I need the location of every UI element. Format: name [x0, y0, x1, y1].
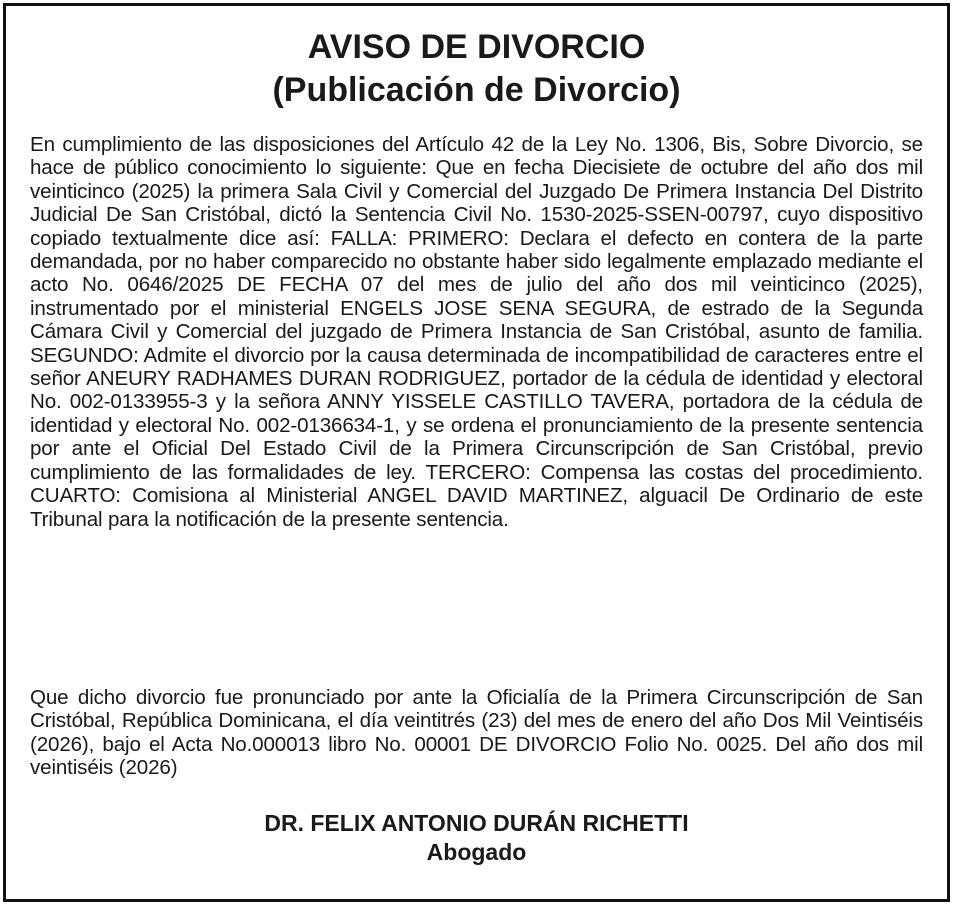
notice-paragraph-pronouncement: Que dicho divorcio fue pronunciado por ante la Oficialía de la Primera Circunscripción de San Cristóbal, República Dominicana, el día veintitrés (23) del mes de enero del año Dos Mil Veintiséis (2026), bajo el Acta No.000013 libro No. 00001 DE DIVORCIO Folio No. 0025. Del año dos mil veintiséis (2026): [30, 686, 923, 780]
notice-subtitle: (Publicación de Divorcio): [272, 71, 681, 109]
notice-paragraph-ruling: En cumplimiento de las disposiciones del Artículo 42 de la Ley No. 1306, Bis, Sobre Divorcio, se hace de público conocimiento lo siguiente: Que en fecha Diecisiete de octubre del año dos mil veinticinco (2025) la primera Sala Civil y Comercial del Juzgado De Primera Instancia Del Distrito Judicial De San Cristóbal, dictó la Sentencia Civil No. 1530-2025-SSEN-00797, cuyo dispositivo copiado textualmente dice así: FALLA: PRIMERO: Declara el defecto en contera de la parte demandada, por no haber comparecido no obstante haber sido legalmente emplazado mediante el acto No. 0646/2025 DE FECHA 07 del mes de julio del año dos mil veinticinco (2025), instrumentado por el ministerial ENGELS JOSE SENA SEGURA, de estrado de la Segunda Cámara Civil y Comercial del juzgado de Primera Instancia de San Cristóbal, asunto de familia. SEGUNDO: Admite el divorcio por la causa determinada de incompatibilidad de caracteres entre el señor ANEURY RADHAMES DURAN RODRIGUEZ, portador de la cédula de identidad y electoral No. 002-0133955-3 y la señora ANNY YISSELE CASTILLO TAVERA, portadora de la cédula de identidad y electoral No. 002-0136634-1, y se ordena el pronunciamiento de la presente sentencia por ante el Oficial Del Estado Civil de la Primera Circunscripción de San Cristóbal, previo cumplimiento de las formalidades de ley. TERCERO: Compensa las costas del procedimiento. CUARTO: Comisiona al Ministerial ANGEL DAVID MARTINEZ, alguacil De Ordinario de este Tribunal para la notificación de la presente sentencia.: [30, 133, 923, 531]
notice-title: AVISO DE DIVORCIO: [307, 28, 646, 66]
signer-name: DR. FELIX ANTONIO DURÁN RICHETTI: [264, 810, 689, 836]
signer-role: Abogado: [426, 839, 527, 865]
notice-frame: [3, 3, 950, 902]
